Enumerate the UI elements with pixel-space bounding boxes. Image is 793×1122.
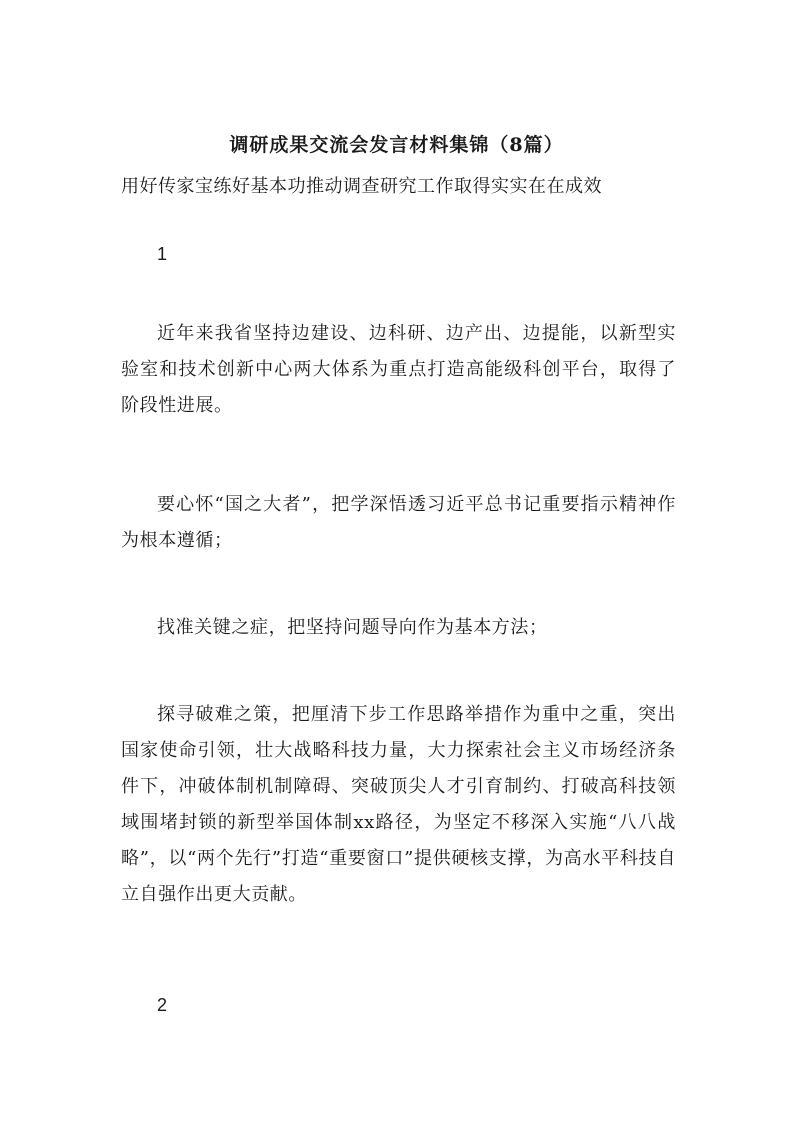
paragraph: 找准关键之症，把坚持问题导向作为基本方法；	[157, 617, 548, 638]
section-number: 2	[157, 995, 168, 1015]
section-number: 1	[157, 244, 168, 264]
document-subtitle: 用好传家宝练好基本功推动调查研究工作取得实实在在成效	[121, 176, 602, 197]
document-title: 调研成果交流会发言材料集锦（8篇）	[229, 134, 564, 156]
paragraph: 探寻破难之策，把厘清下步工作思路举措作为重中之重，突出国家使命引领，壮大战略科技力量，大力探索社会主义市场经济条件下，冲破体制机制障碍、突破顶尖人才引育制约、打破高科技领域围堵封锁的新型举国体制xx路径，为坚定不移深入实施“八八战略”，以“两个先行”打造“重要窗口”提供硬核支撑，为高水平科技自立自强作出更大贡献。	[121, 704, 676, 905]
paragraph: 要心怀“国之大者”，把学深悟透习近平总书记重要指示精神作为根本遵循；	[121, 494, 676, 551]
paragraph: 近年来我省坚持边建设、边科研、边产出、边提能，以新型实验室和技术创新中心两大体系为重点打造高能级科创平台，取得了阶段性进展。	[121, 323, 676, 416]
